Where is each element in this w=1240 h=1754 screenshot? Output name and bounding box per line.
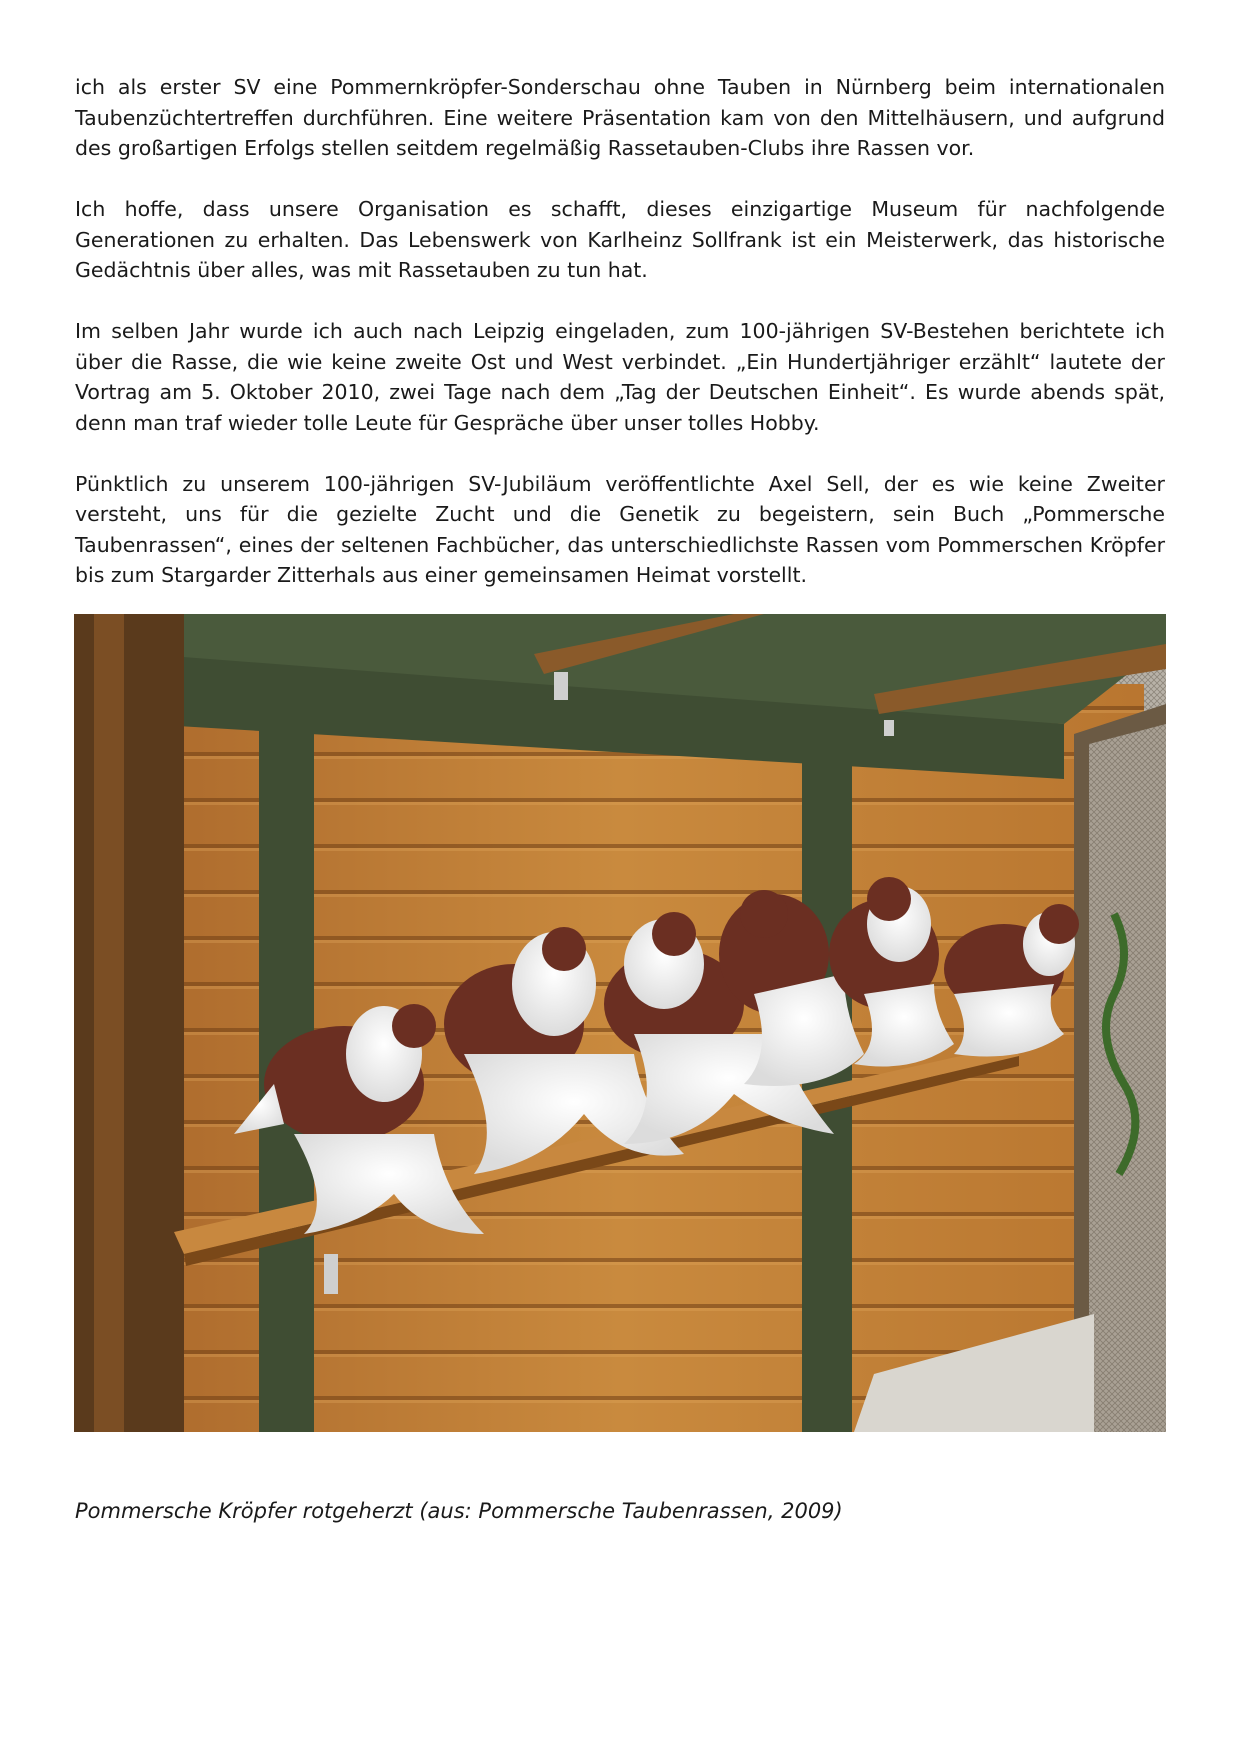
photo-caption: Pommersche Kröpfer rotgeherzt (aus: Pommersche Taubenrassen, 2009) xyxy=(75,1499,843,1523)
body-text xyxy=(75,72,1165,621)
paragraph-2: Ich hoffe, dass unsere Organisation es schafft, dieses einzigartige Museum für nachfolgende Generationen zu erhalten. Das Lebenswerk von Karlheinz Sollfrank ist ein Meisterwerk, das historische Gedächtnis über alles, was mit Rassetauben zu tun hat. xyxy=(75,197,1165,282)
paragraph-1: ich als erster SV eine Pommernkröpfer-Sonderschau ohne Tauben in Nürnberg beim internationalen Taubenzüchtertreffen durchführen. Eine weitere Präsentation kam von den Mittelhäusern, und aufgrund des großartigen Erfolgs stellen seitdem regelmäßig Rassetauben-Clubs ihre Rassen vor. xyxy=(75,75,1165,160)
paragraph-3: Im selben Jahr wurde ich auch nach Leipzig eingeladen, zum 100-jährigen SV-Bestehen berichtete ich über die Rasse, die wie keine zweite Ost und West verbindet. „Ein Hundertjähriger erzählt“ lautete der Vortrag am 5. Oktober 2010, zwei Tage nach dem „Tag der Deutschen Einheit“. Es wurde abends spät, denn man traf wieder tolle Leute für Gespräche über unser tolles Hobby. xyxy=(75,319,1165,435)
paragraph-4: Pünktlich zu unserem 100-jährigen SV-Jubiläum veröffentlichte Axel Sell, der es wie keine Zweiter versteht, uns für die gezielte Zucht und die Genetik zu begeistern, sein Buch „Pommersche Taubenrassen“, eines der seltenen Fachbücher, das unterschiedlichste Rassen vom Pommerschen Kröpfer bis zum Stargarder Zitterhals aus einer gemeinsamen Heimat vorstellt. xyxy=(75,471,1165,587)
pigeons-photo xyxy=(74,614,1166,1432)
